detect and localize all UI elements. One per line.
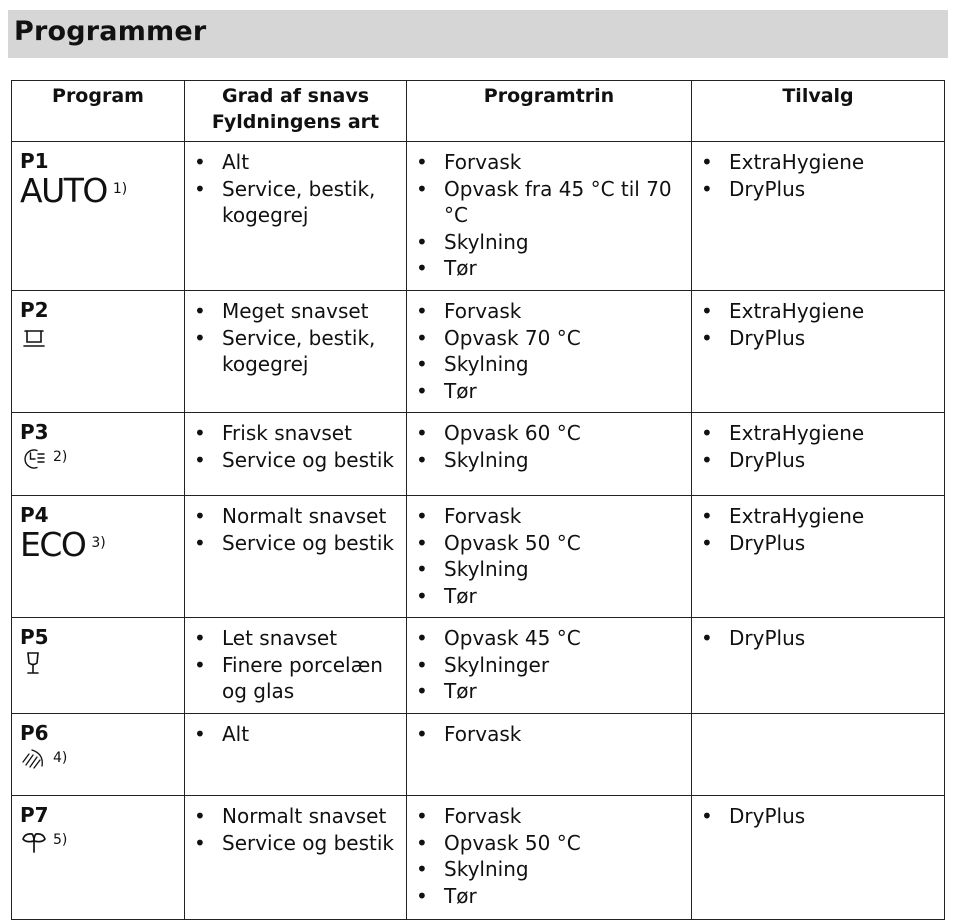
- column-header-steps: [407, 81, 692, 142]
- soil-cell: [185, 714, 407, 796]
- column-header-line: Programtrin: [483, 85, 615, 107]
- list-item: • Opvask 45 °C: [415, 625, 687, 652]
- list-item: • Alt: [193, 149, 402, 176]
- program-cell-content: [12, 291, 184, 351]
- list-item: • Skylning: [415, 447, 687, 474]
- program-cell: [12, 496, 185, 618]
- program-code: P3: [20, 420, 49, 444]
- program-cell: [12, 413, 185, 496]
- list-item: • ExtraHygiene: [700, 420, 940, 447]
- list-item: • DryPlus: [700, 176, 940, 203]
- bullet-list: [692, 413, 944, 479]
- bullet-list: [407, 496, 691, 615]
- list-item: • Tør: [415, 583, 687, 610]
- list-item: • Finere porcelæn og glas: [193, 652, 402, 705]
- steps-cell: [407, 291, 692, 413]
- footnote-ref: 3): [91, 535, 106, 551]
- steps-cell: [407, 714, 692, 796]
- soil-cell: [185, 142, 407, 291]
- program-cell: [12, 714, 185, 796]
- program-symbol: [20, 828, 184, 856]
- bullet-list: [692, 618, 944, 658]
- program-cell: [12, 291, 185, 413]
- program-cell: [12, 142, 185, 291]
- programs-table: [11, 80, 945, 920]
- column-header-line: Fyldningens art: [211, 111, 380, 133]
- soil-cell: [185, 413, 407, 496]
- list-item: • Normalt snavset: [193, 803, 402, 830]
- program-symbol-text: ECO: [20, 525, 86, 564]
- bullet-list: [407, 618, 691, 711]
- program-code: P1: [20, 149, 49, 173]
- footnote-ref: 1): [112, 181, 128, 197]
- list-item: • Skylninger: [415, 652, 687, 679]
- table-row: [12, 413, 945, 496]
- section-header: [8, 10, 948, 58]
- list-item: • Service, bestik, kogegrej: [193, 325, 402, 378]
- bullet-list: [692, 291, 944, 357]
- column-header-soil: [185, 81, 407, 142]
- program-cell: [12, 618, 185, 714]
- list-item: • Forvask: [415, 298, 687, 325]
- list-item: • Forvask: [415, 149, 687, 176]
- section-title: Programmer: [14, 16, 207, 47]
- table-row: [12, 714, 945, 796]
- program-cell-content: [12, 142, 184, 208]
- table-row: [12, 291, 945, 413]
- program-code: P6: [20, 721, 49, 745]
- list-item: • Tør: [415, 255, 687, 282]
- list-item: • DryPlus: [700, 530, 940, 557]
- bullet-list: [692, 496, 944, 562]
- wine-glass-icon: [20, 650, 48, 678]
- list-item: • DryPlus: [700, 803, 940, 830]
- list-item: • Skylning: [415, 229, 687, 256]
- program-symbol: [20, 650, 184, 678]
- list-item: • Alt: [193, 721, 402, 748]
- column-header-line: Grad af snavs: [221, 85, 370, 107]
- program-cell: [12, 796, 185, 920]
- program-symbol: [20, 171, 184, 210]
- list-item: • Let snavset: [193, 625, 402, 652]
- bullet-list: [407, 714, 691, 754]
- list-item: • Forvask: [415, 503, 687, 530]
- list-item: • Opvask fra 45 °C til 70 °C: [415, 176, 687, 229]
- column-header-line: Program: [52, 85, 144, 107]
- list-item: • ExtraHygiene: [700, 503, 940, 530]
- program-cell-content: [12, 413, 184, 473]
- soil-cell: [185, 618, 407, 714]
- steps-cell: [407, 496, 692, 618]
- program-cell-content: [12, 714, 184, 774]
- bullet-list: [407, 796, 691, 915]
- list-item: • Skylning: [415, 856, 687, 883]
- list-item: • Tør: [415, 883, 687, 910]
- options-cell: [692, 796, 945, 920]
- bullet-list: [407, 142, 691, 288]
- list-item: • Tør: [415, 678, 687, 705]
- options-cell: [692, 413, 945, 496]
- list-item: • Forvask: [415, 721, 687, 748]
- table-row: [12, 618, 945, 714]
- bullet-list: [185, 291, 406, 384]
- list-item: • Meget snavset: [193, 298, 402, 325]
- list-item: • Opvask 50 °C: [415, 830, 687, 857]
- program-symbol: [20, 746, 184, 774]
- program-symbol: [20, 323, 184, 351]
- list-item: • Service, bestik, kogegrej: [193, 176, 402, 229]
- bullet-list: [185, 496, 406, 562]
- program-code: P2: [20, 298, 49, 322]
- program-code: P5: [20, 625, 49, 649]
- program-cell-content: [12, 496, 184, 562]
- program-symbol: [20, 525, 184, 564]
- list-item: • Normalt snavset: [193, 503, 402, 530]
- table-row: [12, 142, 945, 291]
- bullet-list: [185, 413, 406, 479]
- rinse-spray-icon: [20, 746, 48, 774]
- list-item: • DryPlus: [700, 447, 940, 474]
- bullet-list: [185, 618, 406, 711]
- bullet-list: [185, 142, 406, 235]
- list-item: • DryPlus: [700, 325, 940, 352]
- list-item: • Skylning: [415, 351, 687, 378]
- list-item: • Forvask: [415, 803, 687, 830]
- list-item: • ExtraHygiene: [700, 298, 940, 325]
- list-item: • Opvask 60 °C: [415, 420, 687, 447]
- options-cell: [692, 618, 945, 714]
- table-header-row: [12, 81, 945, 142]
- list-item: • DryPlus: [700, 625, 940, 652]
- options-cell: [692, 142, 945, 291]
- footnote-ref: 2): [53, 449, 68, 465]
- footnote-ref: 4): [53, 750, 68, 766]
- options-cell: [692, 714, 945, 796]
- program-cell-content: [12, 618, 184, 678]
- list-item: • Service og bestik: [193, 447, 402, 474]
- table-row: [12, 796, 945, 920]
- column-header-options: [692, 81, 945, 142]
- list-item: • Opvask 70 °C: [415, 325, 687, 352]
- quick-clock-icon: [20, 445, 48, 473]
- column-header-program: [12, 81, 185, 142]
- list-item: • Service og bestik: [193, 830, 402, 857]
- program-cell-content: [12, 796, 184, 856]
- column-header-line: Tilvalg: [782, 85, 854, 107]
- program-code: P4: [20, 503, 49, 527]
- steps-cell: [407, 142, 692, 291]
- list-item: • Skylning: [415, 556, 687, 583]
- options-cell: [692, 291, 945, 413]
- list-item: • Opvask 50 °C: [415, 530, 687, 557]
- steps-cell: [407, 796, 692, 920]
- soil-cell: [185, 796, 407, 920]
- pot-icon: [20, 323, 48, 351]
- bullet-list: [407, 291, 691, 410]
- leaf-cycle-icon: [20, 828, 48, 856]
- bullet-list: [407, 413, 691, 479]
- steps-cell: [407, 413, 692, 496]
- options-cell: [692, 496, 945, 618]
- bullet-list: [185, 796, 406, 862]
- program-symbol-text: AUTO: [20, 171, 107, 210]
- steps-cell: [407, 618, 692, 714]
- list-item: • Service og bestik: [193, 530, 402, 557]
- bullet-list: [692, 796, 944, 836]
- soil-cell: [185, 291, 407, 413]
- table-row: [12, 496, 945, 618]
- list-item: • Frisk snavset: [193, 420, 402, 447]
- list-item: • ExtraHygiene: [700, 149, 940, 176]
- soil-cell: [185, 496, 407, 618]
- program-code: P7: [20, 803, 49, 827]
- footnote-ref: 5): [53, 832, 68, 848]
- program-symbol: [20, 445, 184, 473]
- bullet-list: [692, 142, 944, 208]
- table-body: [12, 142, 945, 920]
- list-item: • Tør: [415, 378, 687, 405]
- bullet-list: [185, 714, 406, 754]
